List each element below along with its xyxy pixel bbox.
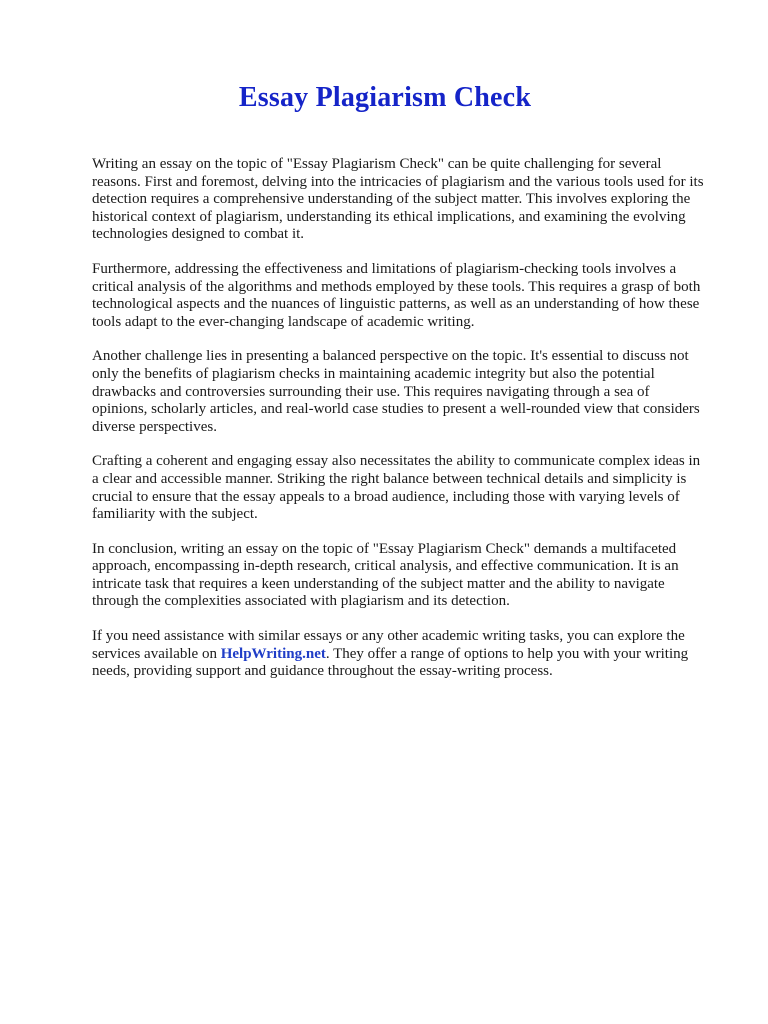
paragraph-6 — [92, 628, 708, 681]
paragraph-1: Writing an essay on the topic of "Essay Plagiarism Check" can be quite challenging for several reasons. First and foremost, delving into the intricacies of plagiarism and the various tools used for its detection requires a comprehensive understanding of the subject matter. This involves exploring the historical context of plagiarism, understanding its ethical implications, and examining the evolving technologies designed to combat it. — [92, 156, 704, 243]
paragraph-3: Another challenge lies in presenting a balanced perspective on the topic. It's essential to discuss not only the benefits of plagiarism checks in maintaining academic integrity but also the potential drawbacks and controversies surrounding their use. This requires navigating through a sea of opinions, scholarly articles, and real-world case studies to present a well-rounded view that considers diverse perspectives. — [92, 348, 700, 435]
paragraph-6-text-before-link: If you need assistance with similar essays or any other academic writing tasks, you can explore the services available on — [92, 628, 685, 662]
page-title: Essay Plagiarism Check — [238, 82, 532, 113]
paragraph-2: Furthermore, addressing the effectiveness and limitations of plagiarism-checking tools involves a critical analysis of the algorithms and methods employed by these tools. This requires a grasp of both technological aspects and the nuances of linguistic patterns, as well as an understanding of how these tools adapt to the ever-changing landscape of academic writing. — [92, 260, 701, 330]
helpwriting-link[interactable]: HelpWriting.net — [220, 645, 326, 662]
paragraph-6-text-after-link: . They offer a range of options to help you with your writing needs, providing support and guidance throughout the essay-writing process. — [92, 645, 689, 680]
paragraph-4: Crafting a coherent and engaging essay also necessitates the ability to communicate complex ideas in a clear and accessible manner. Striking the right balance between technical details and simplicity is crucial to ensure that the essay appeals to a broad audience, including those with varying levels of familiarity with the subject. — [92, 453, 701, 523]
paragraph-5: In conclusion, writing an essay on the topic of "Essay Plagiarism Check" demands a multifaceted approach, encompassing in-depth research, critical analysis, and effective communication. It is an intricate task that requires a keen understanding of the subject matter and the ability to navigate through the complexities associated with plagiarism and its detection. — [92, 540, 679, 610]
